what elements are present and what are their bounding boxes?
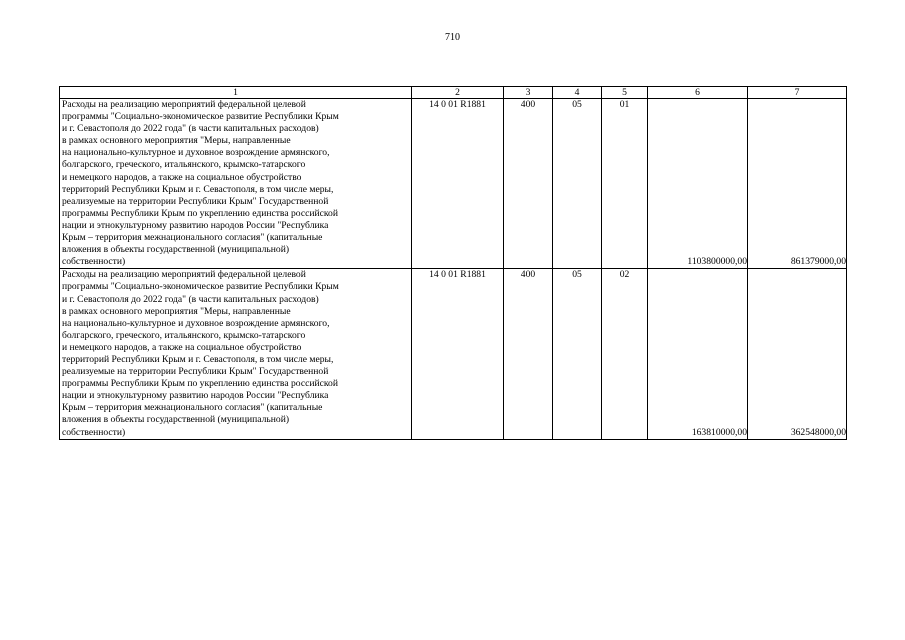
column-header-1: 1 [60,87,412,99]
amount-column-7: 362548000,00 [748,269,847,439]
budget-table [59,86,847,440]
table-header-row [60,87,847,99]
description-line: нации и этнокультурному развитию народов России "Республика [62,390,329,402]
row-description [60,269,412,439]
description-line: болгарского, греческого, итальянского, крымско-татарского [62,329,306,341]
description-line: нации и этнокультурному развитию народов России "Республика [62,219,329,231]
amount-column-6: 163810000,00 [648,269,748,439]
description-line: собственности) [62,426,126,438]
description-line: программы "Социально-экономическое развитие Республики Крым [62,111,339,123]
description-line: в рамках основного мероприятия "Меры, направленные [62,305,291,317]
amount-column-6: 1103800000,00 [648,99,748,269]
description-line: и немецкого народов, а также на социальное обустройство [62,341,302,353]
description-line: и г. Севастополя до 2022 года" (в части капитальных расходов) [62,123,319,135]
description-line: болгарского, греческого, итальянского, крымско-татарского [62,159,306,171]
subsection-code: 02 [602,269,648,439]
description-line: собственности) [62,256,126,268]
description-line: программы Республики Крым по укреплению единства российской [62,378,338,390]
description-line: Расходы на реализацию мероприятий федеральной целевой [62,99,306,110]
description-line: вложения в объекты государственной (муниципальной) [62,414,290,426]
column-header-7: 7 [748,87,847,99]
description-line: на национально-культурное и духовное возрождение армянского, [62,317,330,329]
expense-type-code: 400 [504,99,553,269]
target-article-code: 14 0 01 R1881 [412,269,504,439]
amount-column-7: 861379000,00 [748,99,847,269]
row-description [60,99,412,269]
subsection-code: 01 [602,99,648,269]
description-line: программы Республики Крым по укреплению единства российской [62,207,338,219]
column-header-6: 6 [648,87,748,99]
target-article-code: 14 0 01 R1881 [412,99,504,269]
description-line: Крым – территория межнационального согласия" (капитальные [62,402,323,414]
column-header-2: 2 [412,87,504,99]
page-number: 710 [445,32,460,43]
description-line: и немецкого народов, а также на социальное обустройство [62,171,302,183]
table-row [60,269,847,439]
description-line: и г. Севастополя до 2022 года" (в части капитальных расходов) [62,293,319,305]
description-line: вложения в объекты государственной (муниципальной) [62,244,290,256]
description-line: Расходы на реализацию мероприятий федеральной целевой [62,269,306,281]
description-line: программы "Социально-экономическое развитие Республики Крым [62,281,339,293]
description-line: реализуемые на территории Республики Крым" Государственной [62,366,329,378]
description-line: в рамках основного мероприятия "Меры, направленные [62,135,291,147]
description-line: Крым – территория межнационального согласия" (капитальные [62,232,323,244]
description-line: территорий Республики Крым и г. Севастополя, в том числе меры, [62,183,334,195]
description-line: территорий Республики Крым и г. Севастополя, в том числе меры, [62,353,334,365]
column-header-4: 4 [553,87,602,99]
expense-type-code: 400 [504,269,553,439]
column-header-3: 3 [504,87,553,99]
table-row [60,99,847,269]
section-code: 05 [553,269,602,439]
description-line: на национально-культурное и духовное возрождение армянского, [62,147,330,159]
column-header-5: 5 [602,87,648,99]
section-code: 05 [553,99,602,269]
description-line: реализуемые на территории Республики Крым" Государственной [62,195,329,207]
